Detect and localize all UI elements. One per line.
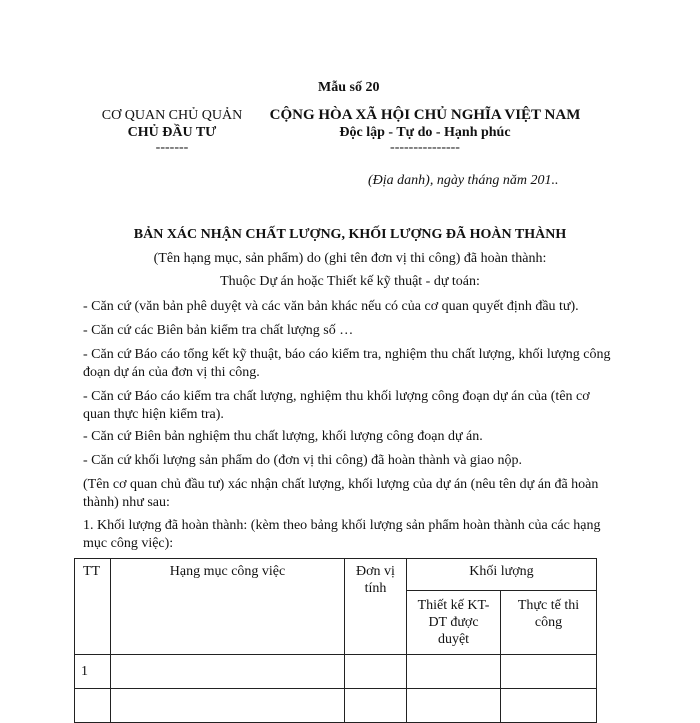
- row-tt: [75, 689, 111, 723]
- header-unit: Đơn vị tính: [345, 559, 407, 655]
- right-header-rule: ---------------: [390, 140, 460, 155]
- header-work-item: Hạng mục công việc: [111, 559, 345, 655]
- row-work-item: [111, 655, 345, 689]
- left-header-rule: -------: [155, 140, 189, 155]
- table-header-row: [75, 559, 597, 591]
- header-approved: Thiết kế KT-DT được duyệt: [407, 591, 501, 655]
- paragraph: - Căn cứ các Biên bản kiểm tra chất lượng số …: [83, 323, 354, 338]
- subtitle-project-item: (Tên hạng mục, sản phẩm) do (ghi tên đơn vị thi công) đã hoàn thành:: [153, 251, 547, 266]
- table-row: [75, 655, 597, 689]
- left-header-line1: CƠ QUAN CHỦ QUẢN: [101, 108, 243, 123]
- date-line: (Địa danh), ngày tháng năm 201..: [368, 173, 559, 188]
- header-actual: Thực tế thi công: [501, 591, 597, 655]
- table-row: [75, 689, 597, 723]
- subtitle-project: Thuộc Dự án hoặc Thiết kế kỹ thuật - dự toán:: [220, 274, 480, 289]
- volume-table: [74, 558, 597, 723]
- row-unit: [345, 689, 407, 723]
- paragraph: (Tên cơ quan chủ đầu tư) xác nhận chất lượng, khối lượng của dự án (nêu tên dự án đã hoàn thành) như sau:: [83, 477, 599, 510]
- nation-title: CỘNG HÒA XÃ HỘI CHỦ NGHĨA VIỆT NAM: [269, 107, 581, 123]
- header-volume: Khối lượng: [407, 559, 597, 591]
- row-actual: [501, 655, 597, 689]
- paragraph: - Căn cứ Biên bản nghiệm thu chất lượng, khối lượng công đoạn dự án.: [83, 429, 483, 444]
- row-approved: [407, 689, 501, 723]
- row-approved: [407, 655, 501, 689]
- paragraph: - Căn cứ (văn bản phê duyệt và các văn bản khác nếu có của cơ quan quyết định đầu tư).: [83, 299, 579, 314]
- nation-motto: Độc lập - Tự do - Hạnh phúc: [339, 125, 511, 140]
- row-unit: [345, 655, 407, 689]
- paragraph: - Căn cứ Báo cáo kiểm tra chất lượng, nghiệm thu khối lượng công đoạn dự án của (tên cơ quan thực hiện kiểm tra).: [83, 389, 590, 422]
- left-header-line2: CHỦ ĐẦU TƯ: [127, 125, 217, 140]
- row-tt: 1: [75, 655, 111, 689]
- paragraph: - Căn cứ Báo cáo tổng kết kỹ thuật, báo cáo kiểm tra, nghiệm thu chất lượng, khối lượng công đoạn dự án của đơn vị thi công.: [83, 347, 611, 380]
- document-title: BẢN XÁC NHẬN CHẤT LƯỢNG, KHỐI LƯỢNG ĐÃ HOÀN THÀNH: [133, 227, 567, 242]
- header-tt: TT: [75, 559, 111, 655]
- row-actual: [501, 689, 597, 723]
- section-heading: 1. Khối lượng đã hoàn thành: (kèm theo bảng khối lượng sản phẩm hoàn thành của các hạng mục công việc):: [83, 518, 601, 551]
- row-work-item: [111, 689, 345, 723]
- form-number: Mẫu số 20: [318, 80, 380, 95]
- paragraph: - Căn cứ khối lượng sản phẩm do (đơn vị thi công) đã hoàn thành và giao nộp.: [83, 453, 523, 468]
